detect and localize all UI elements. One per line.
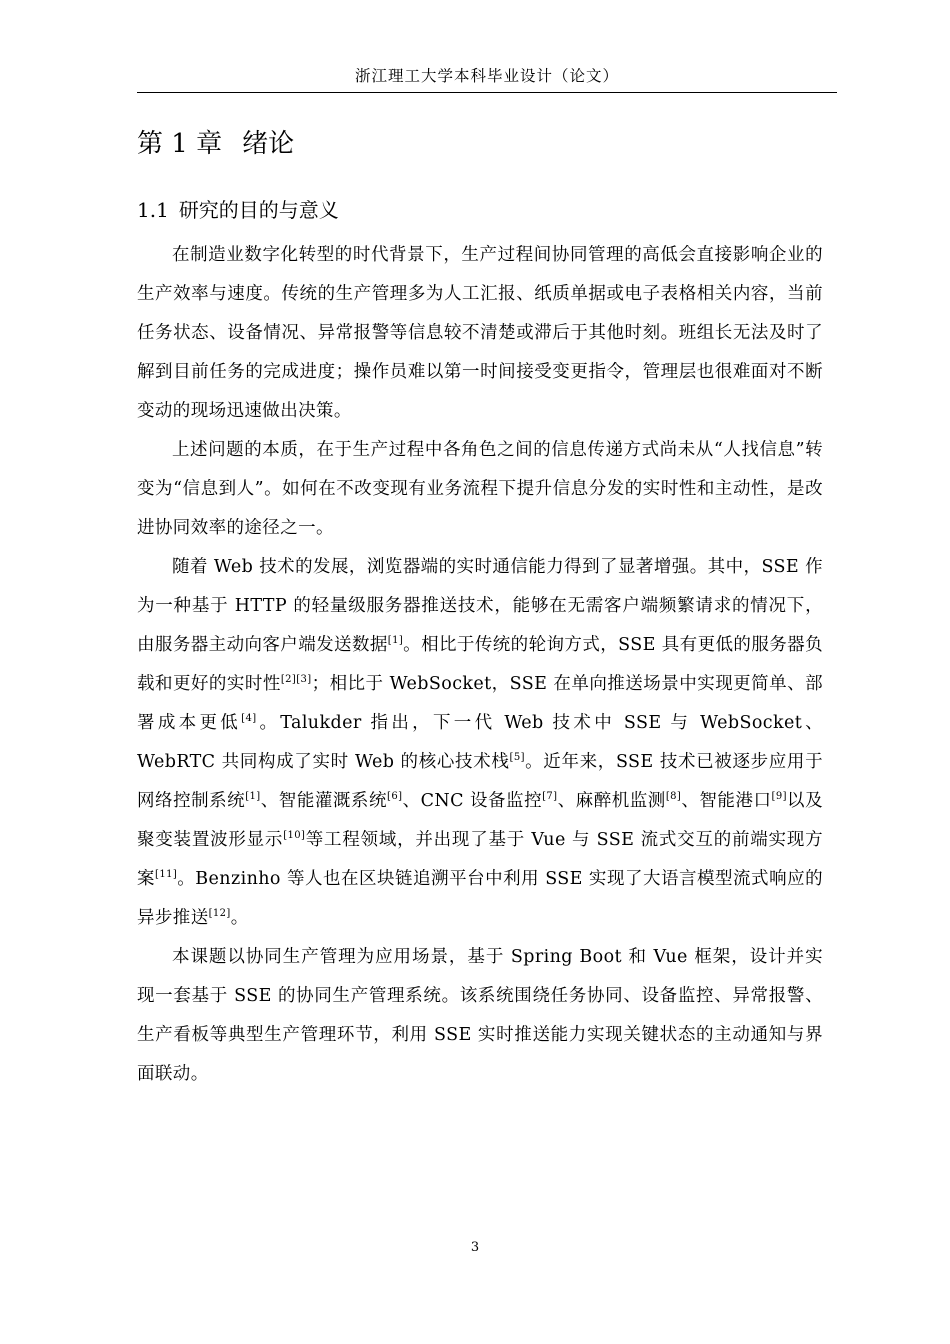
- text-run: 以及聚变装置波形显示: [137, 791, 823, 850]
- section-name: 研究的目的与意义: [178, 198, 339, 222]
- chapter-name: 绪论: [242, 129, 295, 159]
- paragraph-1: 在制造业数字化转型的时代背景下，生产过程间协同管理的高低会直接影响企业的生产效率与速度。传统的生产管理多为人工汇报、纸质单据或电子表格相关内容，当前任务状态、设备情况、异常报警等信息较不清楚或滞后于其他时刻。班组长无法及时了解到目前任务的完成进度；操作员难以第一时间接受变更指令，管理层也很难面对不断变动的现场迅速做出决策。: [137, 245, 823, 421]
- text-run: ；相比于 WebSocket，SSE 在单向推送场景中实现更简单、部署成本更低: [137, 674, 823, 733]
- paragraph-2: 上述问题的本质，在于生产过程中各角色之间的信息传递方式尚未从“人找信息”转变为“信息到人”。如何在不改变现有业务流程下提升信息分发的实时性和主动性，是改进协同效率的途径之一。: [137, 440, 823, 538]
- text-run: 。相比于传统的轮询方式，SSE 具有更低的服务器负载和更好的实时性: [137, 635, 823, 694]
- text-run: 随着 Web 技术的发展，浏览器端的实时通信能力得到了显著增强。其中，SSE 作为一种基于 HTTP 的轻量级服务器推送技术，能够在无需客户端频繁请求的情况下，由服务器主动向客户端发送数据: [137, 557, 823, 655]
- text-run: 。Talukder 指出，下一代 Web 技术中 SSE 与 WebSocket、WebRTC 共同构成了实时 Web 的核心技术栈: [137, 713, 824, 772]
- text-run: 、智能港口: [681, 791, 772, 811]
- citation: [11]: [155, 869, 178, 881]
- citation: [10]: [283, 830, 306, 842]
- citation: [5]: [509, 752, 525, 764]
- text-run: 、麻醉机监测: [557, 791, 666, 811]
- section-heading: [137, 190, 339, 230]
- paragraph-3: [137, 548, 823, 938]
- citation: [4]: [241, 713, 257, 725]
- running-header-title: 浙江理工大学本科毕业设计（论文）: [354, 67, 619, 85]
- citation: [12]: [208, 908, 231, 920]
- text-run: 、CNC 设备监控: [402, 791, 543, 811]
- citation: [1]: [387, 635, 404, 647]
- citation: [6]: [387, 791, 403, 803]
- text-run: 。近年来，SSE 技术已被逐步应用于网络控制系统: [137, 752, 823, 811]
- chapter-number: 第 1 章: [137, 129, 223, 159]
- citation: [9]: [771, 791, 787, 803]
- citation: [2][3]: [280, 674, 312, 686]
- text-run: 。: [230, 908, 249, 928]
- text-run: 等工程领域，并出现了基于 Vue 与 SSE 流式交互的前端实现方案: [137, 830, 823, 889]
- citation: [1]: [245, 791, 261, 803]
- citation: [8]: [665, 791, 682, 803]
- chapter-title: [137, 122, 294, 166]
- page-number: 3: [470, 1240, 480, 1255]
- text-run: 。Benzinho 等人也在区块链追溯平台中利用 SSE 实现了大语言模型流式响应的异步推送: [137, 869, 823, 928]
- section-number: 1.1: [137, 198, 169, 222]
- citation: [7]: [542, 791, 558, 803]
- running-header: [137, 60, 837, 93]
- text-run: 、智能灌溉系统: [260, 791, 388, 811]
- paragraph-4: 本课题以协同生产管理为应用场景，基于 Spring Boot 和 Vue 框架，设计并实现一套基于 SSE 的协同生产管理系统。该系统围绕任务协同、设备监控、异常报警、生产看板等典型生产管理环节，利用 SSE 实时推送能力实现关键状态的主动通知与界面联动。: [137, 947, 823, 1084]
- body-text: [137, 236, 823, 1094]
